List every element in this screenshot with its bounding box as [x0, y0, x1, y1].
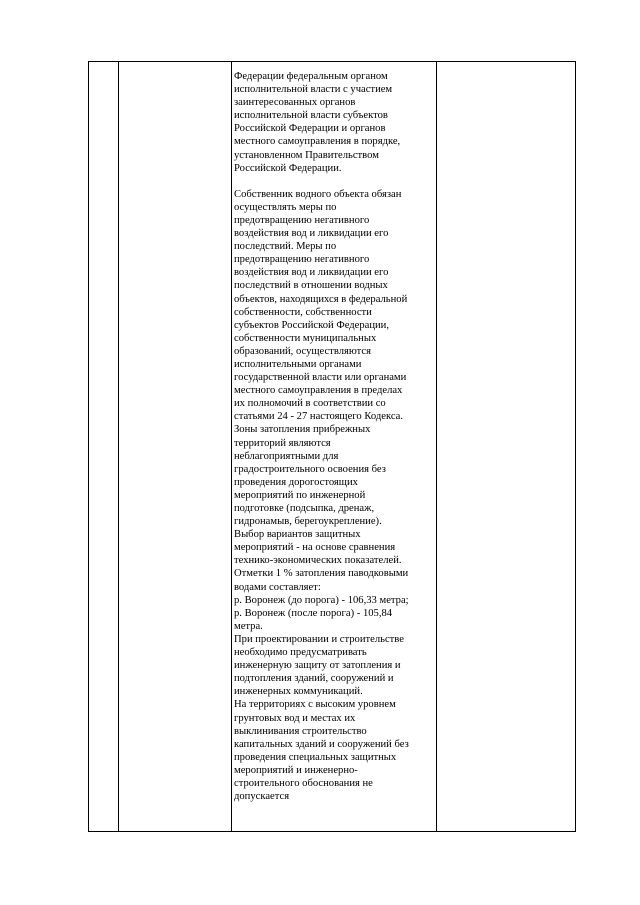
document-table: [88, 61, 576, 832]
paragraph-flood-levels: Отметки 1 % затопления паводковыми водами составляет:: [234, 568, 409, 593]
paragraph-protection-options: Выбор вариантов защитных мероприятий - на основе сравнения технико-экономических показателей.: [234, 529, 402, 567]
table-cell-text: [234, 70, 438, 803]
column-divider-1: [118, 62, 119, 831]
paragraph-owner-obligations: Собственник водного объекта обязан осуществлять меры по предотвращению негативного воздействия вод и ликвидации его последствий. Меры по предотвращению негативного воздействия вод и ликвидации его последствий в отношении водных объектов, находящихся в федеральной собственности, собственности субъектов Российской Федерации, собственности муниципальных образований, осуществляются исполнительными органами государственной власти или органами местного самоуправления в пределах их полномочий в соответствии со статьями 24 - 27 настоящего Кодекса.: [234, 188, 408, 423]
paragraph-gap: [234, 175, 438, 188]
paragraph-voronezh-before-threshold: р. Воронеж (до порога) - 106,33 метра;: [234, 594, 409, 606]
paragraph-flood-zones: Зоны затопления прибрежных территорий являются неблагоприятными для градостроительного освоения без проведения дорогостоящих мероприятий по инженерной подготовке (подсыпка, дренаж, гидронамыв, берегоукрепление).: [234, 424, 386, 528]
paragraph-engineering-protection: При проектировании и строительстве необходимо предусматривать инженерную защиту от затопления и подтопления зданий, сооружений и инженерных коммуникаций.: [234, 633, 404, 698]
paragraph-federal-authority: Федерации федеральным органом исполнительной власти с участием заинтересованных органов исполнительной власти субъектов Российской Федерации и органов местного самоуправления в порядке, установленном Правительством Российской Федерации.: [234, 71, 401, 174]
column-divider-2: [231, 62, 232, 831]
paragraph-groundwater-restriction: На территориях с высоким уровнем грунтовых вод и местах их выклинивания строительство капитальных зданий и сооружений без проведения специальных защитных мероприятий и инженерно- строительного обоснования не допускается: [234, 699, 409, 803]
paragraph-voronezh-after-threshold: р. Воронеж (после порога) - 105,84 метра.: [234, 607, 393, 632]
